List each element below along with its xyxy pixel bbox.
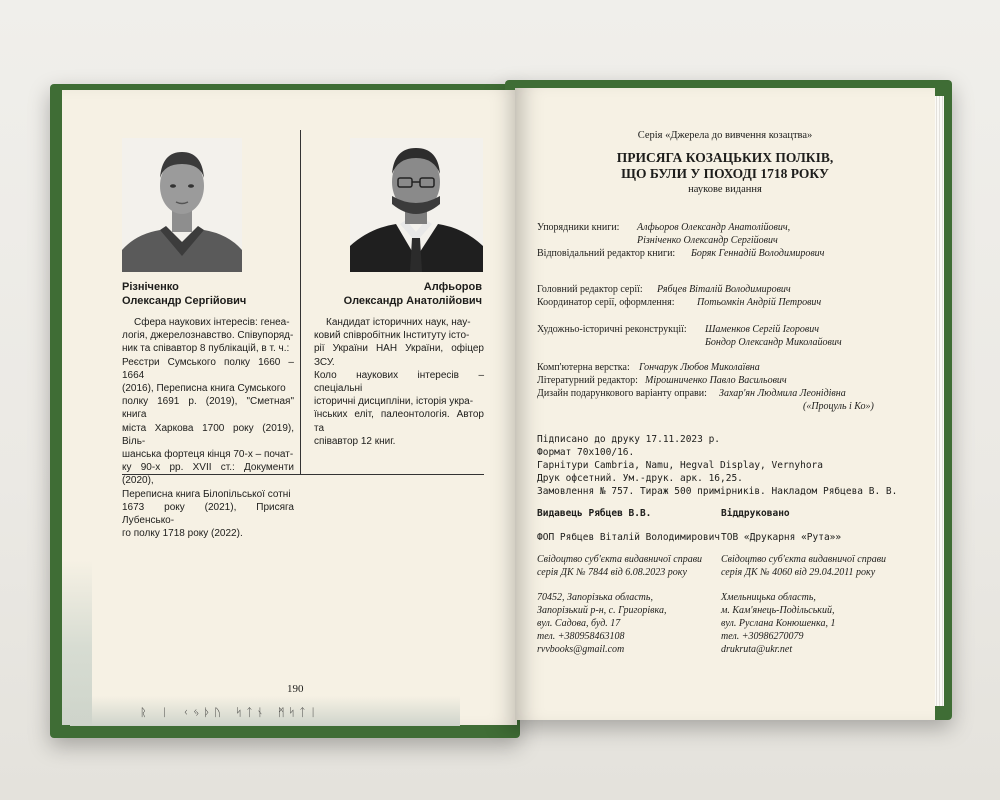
bio-line: ку 90-х рр. XVII ст.: Документи (2020),	[122, 462, 294, 487]
bio-line: співавтор 12 книг.	[314, 435, 396, 447]
printer-address-1: Хмельницька область,	[721, 592, 816, 603]
right-page	[515, 88, 935, 720]
coordinator-label: Координатор серії, оформлення:	[537, 297, 675, 308]
printer-email[interactable]: drukruta@ukr.net	[721, 644, 793, 655]
compilers-label: Упорядники книги:	[537, 222, 620, 233]
publisher-cert-2: серія ДК № 7844 від 6.08.2023 року	[537, 567, 687, 578]
bio-line: 1673 року (2021), Присяга Лубенсько-	[122, 501, 294, 527]
bio-line: рії України НАН України, офіцер ЗСУ.	[314, 343, 484, 368]
publisher-heading: Видавець Рябцев В.В.	[537, 508, 652, 519]
publisher-cert-1: Свідоцтво суб'єкта видавничої справи	[537, 554, 703, 565]
printer-address-2: м. Кам'янець-Подільський,	[721, 605, 835, 616]
bio-line: міста Харкова 1700 року (2019), Віль-	[122, 422, 294, 447]
publisher-address-3: вул. Садова, буд. 17	[537, 618, 621, 629]
bio-line: Реєстри Сумського полку 1660 – 1664	[122, 356, 294, 381]
bio-line: Кандидат історичних наук, нау-	[326, 317, 471, 328]
resp-editor: Боряк Геннадій Володимирович	[691, 248, 825, 259]
reconstructions-label: Художньо-історичні реконструкції:	[537, 324, 687, 335]
compiler-1: Алфьоров Олександр Анатолійович,	[637, 222, 791, 233]
bio-line: Сфера наукових інтересів: генеа-	[134, 317, 290, 328]
compiler-2: Різніченко Олександр Сергійович	[637, 235, 778, 246]
person1-surname: Різніченко	[122, 281, 179, 293]
gift-design-label: Дизайн подарункового варіанту оправи:	[537, 388, 707, 399]
print-info-1: Підписано до друку 17.11.2023 р.	[537, 434, 721, 445]
person2-bio	[314, 316, 484, 448]
book-title-line1: ПРИСЯГА КОЗАЦЬКИХ ПОЛКІВ,	[616, 150, 834, 165]
publisher-address-2: Запорізький р-н, с. Григорівка,	[537, 605, 667, 616]
background-lettering: ᚱ ᛁ ᚲᛃᚦᚢ ᛋᛏᚾ ᛗᛋᛏᛁ	[140, 706, 321, 719]
person2-name	[320, 280, 482, 308]
bio-line: шанська фортеця кінця 70-х – почат-	[122, 449, 294, 461]
print-info-3: Гарнітури Cambria, Namu, Hegval Display, Vernyhora	[537, 460, 823, 471]
underlying-photo-bottom	[70, 696, 460, 726]
publisher-name: ФОП Рябцев Віталій Володимирович	[537, 532, 721, 543]
gift-design-company: («Процуль і Ко»)	[803, 401, 874, 412]
bio-line: логія, джерелознавство. Співупоряд-	[122, 330, 294, 342]
portrait-alforov	[350, 138, 483, 272]
chief-editor-label: Головний редактор серії:	[537, 284, 643, 295]
bio-line: (2016), Переписна книга Сумського	[122, 383, 286, 395]
bio-line: Коло наукових інтересів – спеціальні	[314, 369, 484, 395]
person1-name	[122, 280, 246, 308]
bio-line: ник та співавтор 8 публікацій, в т. ч.:	[122, 343, 290, 355]
person2-surname: Алфьоров	[423, 281, 482, 293]
resp-editor-label: Відповідальний редактор книги:	[537, 248, 676, 259]
person1-bio	[122, 316, 294, 540]
bio-line: історичні дисципліни, історія укра-	[314, 396, 474, 408]
print-info-4: Друк офсетний. Ум.-друк. арк. 16,25.	[537, 473, 743, 484]
layout-label: Комп'ютерна верстка:	[537, 362, 630, 373]
layout-person: Гончарук Любов Миколаївна	[639, 362, 760, 373]
book-title-line2: ЩО БУЛИ У ПОХОДІ 1718 РОКУ	[621, 166, 829, 181]
publisher-address-1: 70452, Запорізька область,	[537, 592, 653, 603]
publisher-phone: тел. +380958463108	[537, 631, 625, 642]
bio-line: полку 1691 р. (2019), "Сметная" книга	[122, 396, 294, 421]
printer-cert-2: серія ДК № 4060 від 29.04.2011 року	[721, 567, 876, 578]
reconstruction-author-1: Шаменков Сергій Ігорович	[705, 324, 820, 335]
bio-line: ковий співробітник Інституту істо-	[314, 330, 470, 342]
print-info-2: Формат 70х100/16.	[537, 447, 635, 458]
printer-heading: Віддруковано	[721, 508, 790, 519]
gift-designer: Захар'ян Людмила Леонідівна	[719, 388, 846, 399]
print-info-5: Замовлення № 757. Тираж 500 примірників. Накладом Рябцева В. В.	[537, 486, 898, 497]
series-title: Серія «Джерела до вивчення козацтва»	[637, 130, 813, 141]
portrait-rizhnichenko	[122, 138, 242, 272]
bio-line: їнських еліт, палеонтологія. Автор та	[314, 409, 484, 434]
reconstruction-author-2: Бондор Олександр Миколайович	[705, 337, 842, 348]
bio-line: Переписна книга Білопільської сотні	[122, 488, 291, 500]
book-subtitle: наукове видання	[688, 184, 762, 195]
chief-editor: Рябцев Віталій Володимирович	[657, 284, 791, 295]
publisher-email[interactable]: rvvbooks@gmail.com	[537, 644, 625, 655]
printer-phone: тел. +30986270079	[721, 631, 804, 642]
person1-given-names: Олександр Сергійович	[122, 295, 247, 307]
bio-line: го полку 1718 року (2022).	[122, 528, 243, 540]
column-divider	[300, 130, 301, 474]
printer-cert-1: Свідоцтво суб'єкта видавничої справи	[721, 554, 887, 565]
coordinator: Потьомкін Андрій Петрович	[697, 297, 822, 308]
page-number: 190	[287, 683, 304, 695]
lit-editor-label: Літературний редактор:	[537, 375, 638, 386]
person2-given-names: Олександр Анатолійович	[343, 295, 482, 307]
printer-name: ТОВ «Друкарня «Рута»»	[721, 532, 842, 543]
lit-editor: Мірошниченко Павло Васильович	[645, 375, 787, 386]
printer-address-3: вул. Руслана Конюшенка, 1	[721, 618, 836, 629]
